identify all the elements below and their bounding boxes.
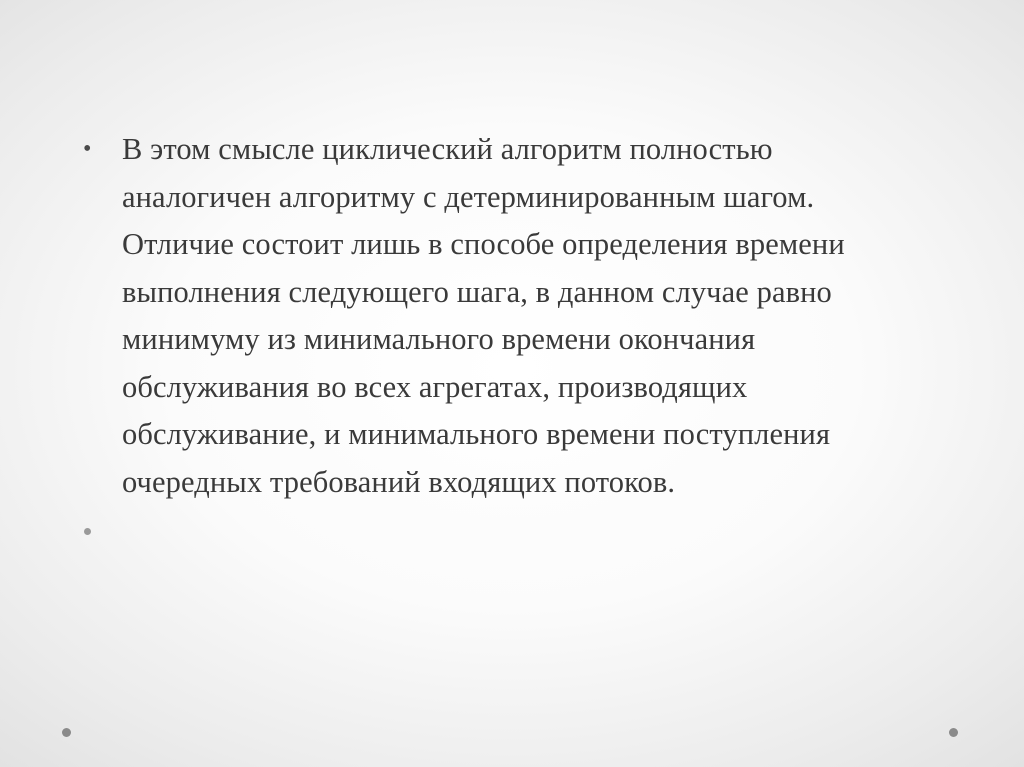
bullet-dot-icon: • — [83, 136, 92, 162]
empty-bullet-dot-icon — [84, 528, 91, 535]
corner-dot-icon-bottom-left — [62, 728, 71, 737]
bullet-text: В этом смысле циклический алгоритм полностью аналогичен алгоритму с детерминированным шагом. Отличие состоит лишь в способе определения времени выполнения следующего шага, в данном случае равно минимуму из минимального времени окончания обслуживания во всех агрегатах, производящих обслуживание, и минимального времени поступления очередных требований входящих потоков. — [122, 132, 845, 499]
corner-dot-icon-bottom-right — [949, 728, 958, 737]
bullet-item — [83, 126, 883, 506]
slide-content — [83, 126, 883, 506]
